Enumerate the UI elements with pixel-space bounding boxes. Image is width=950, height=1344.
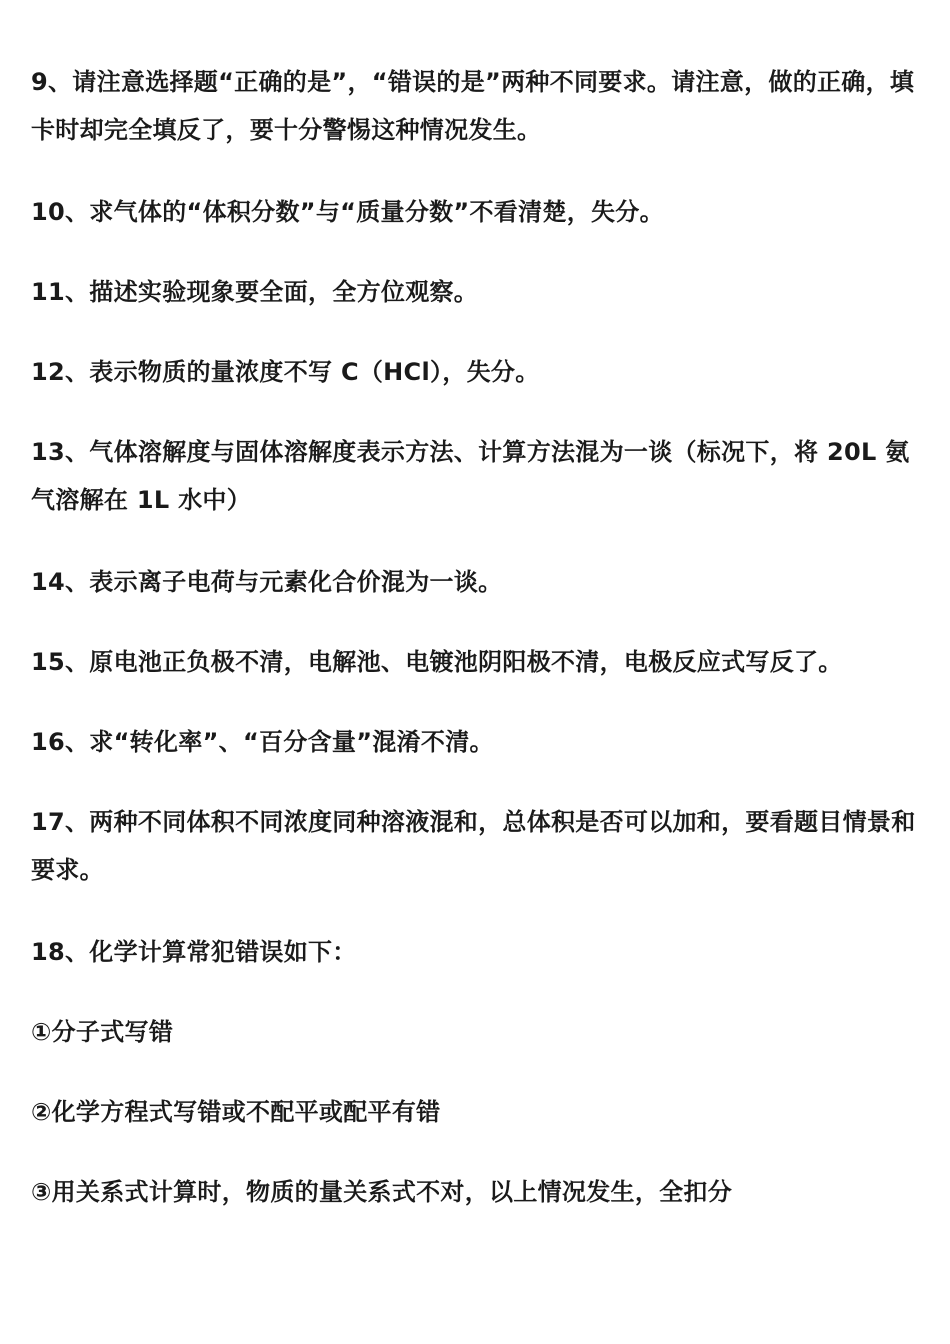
item-10: 10、求气体的“体积分数”与“质量分数”不看清楚，失分。 (31, 198, 664, 226)
item-9: 9、请注意选择题“正确的是”，“错误的是”两种不同要求。请注意，做的正确，填卡时却完全填反了，要十分警惕这种情况发生。 (31, 68, 915, 144)
item-18-sub-1: ①分子式写错 (31, 1018, 174, 1046)
item-11: 11、描述实验现象要全面，全方位观察。 (31, 278, 479, 306)
item-18-sub-3: ③用关系式计算时，物质的量关系式不对，以上情况发生，全扣分 (31, 1178, 733, 1206)
item-15: 15、原电池正负极不清，电解池、电镀池阴阳极不清，电极反应式写反了。 (31, 648, 843, 676)
item-13: 13、气体溶解度与固体溶解度表示方法、计算方法混为一谈（标况下，将 20L 氨气溶解在 1L 水中） (31, 438, 910, 514)
item-14: 14、表示离子电荷与元素化合价混为一谈。 (31, 568, 503, 596)
item-12: 12、表示物质的量浓度不写 C（HCl），失分。 (31, 358, 540, 386)
item-18: 18、化学计算常犯错误如下： (31, 938, 357, 966)
item-17: 17、两种不同体积不同浓度同种溶液混和，总体积是否可以加和，要看题目情景和要求。 (31, 808, 916, 884)
item-18-sub-2: ②化学方程式写错或不配平或配平有错 (31, 1098, 441, 1126)
item-16: 16、求“转化率”、“百分含量”混淆不清。 (31, 728, 494, 756)
